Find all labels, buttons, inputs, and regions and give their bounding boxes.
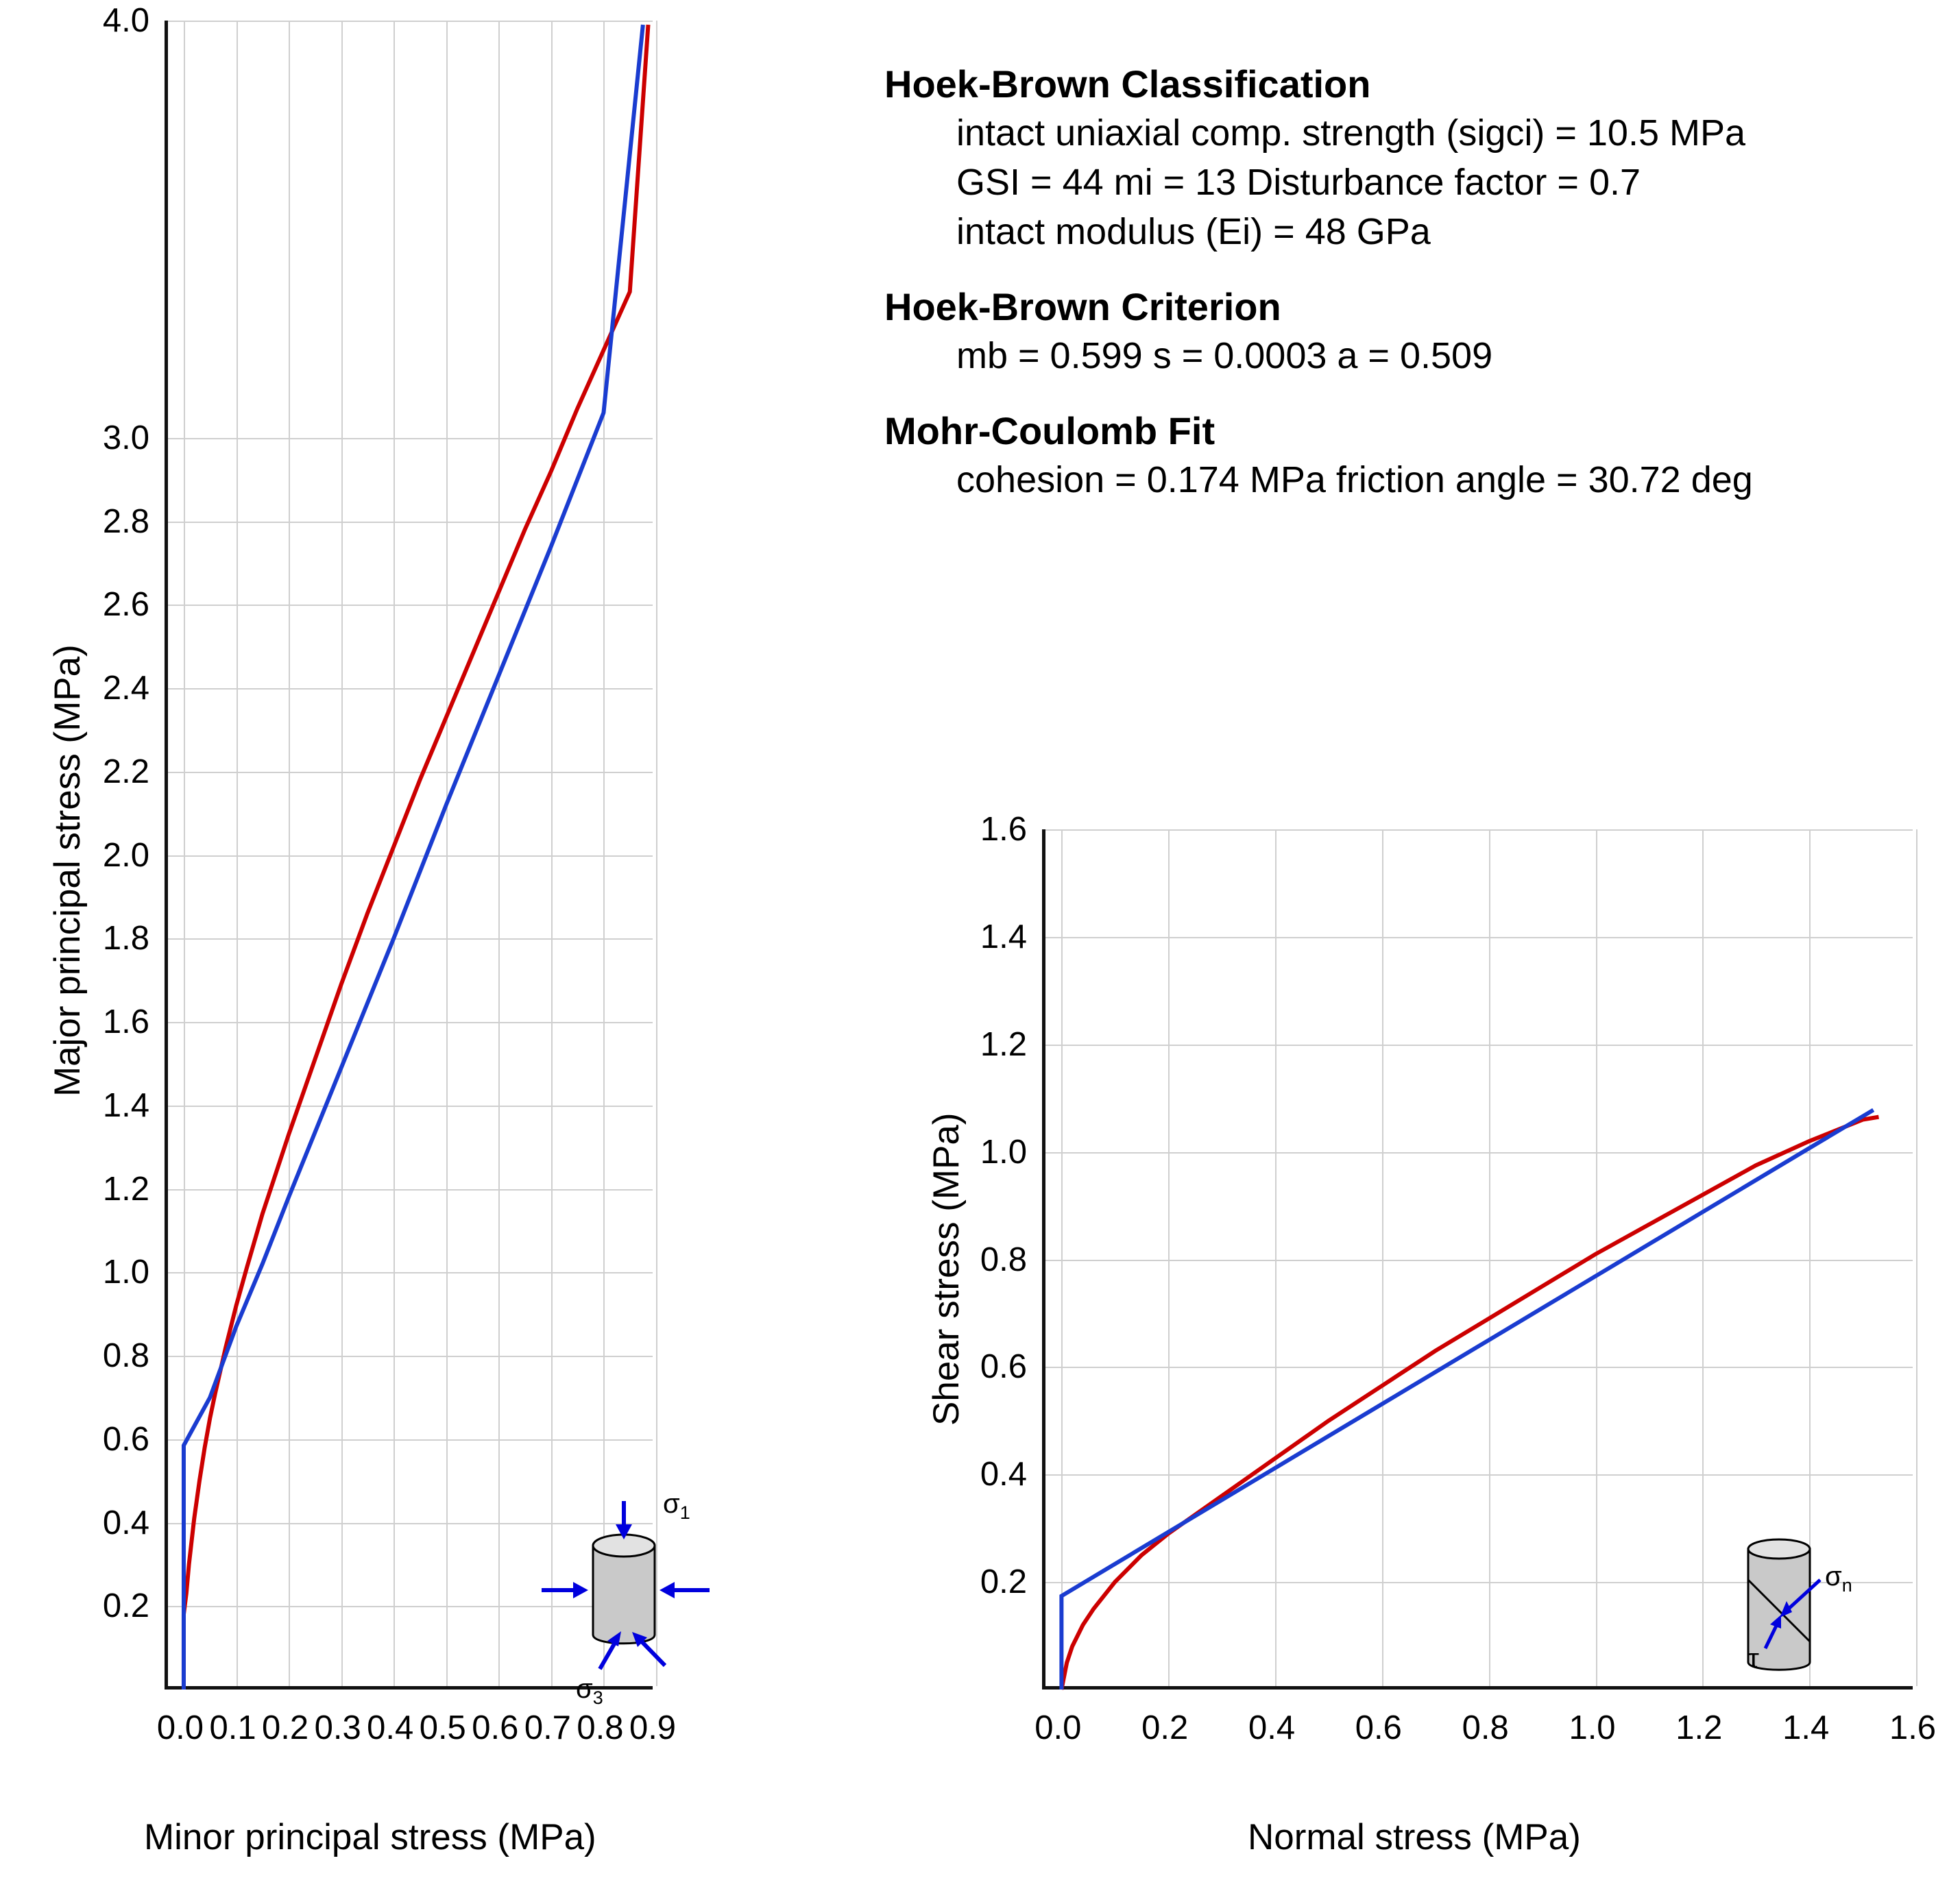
plot-area-principal xyxy=(165,21,653,1690)
x-tick-label: 0.2 xyxy=(1141,1709,1189,1746)
y-tick-label: 1.2 xyxy=(102,1170,149,1208)
y-tick-label: 3.0 xyxy=(102,419,149,456)
tau-label: τ xyxy=(1748,1644,1759,1674)
spacer xyxy=(884,260,1913,284)
y-tick-label: 0.8 xyxy=(980,1241,1027,1278)
section-line: mb = 0.599 s = 0.0003 a = 0.509 xyxy=(956,335,1493,376)
specimen-sketch-triaxial xyxy=(528,1489,761,1708)
y-tick-label: 1.8 xyxy=(102,920,149,958)
y-tick-label: 1.6 xyxy=(980,811,1027,848)
section-line: cohesion = 0.174 MPa friction angle = 30.72 deg xyxy=(956,459,1753,500)
x-tick-label: 0.6 xyxy=(1355,1709,1402,1746)
gridline-vertical xyxy=(656,21,657,1686)
sigma1-label: $\sigma_1$ xyxy=(663,1489,690,1523)
y-tick-label: 0.4 xyxy=(102,1504,149,1541)
y-tick-label: 0.2 xyxy=(102,1587,149,1625)
x-tick-label: 0.0 xyxy=(1035,1709,1082,1746)
y-tick-label: 1.0 xyxy=(102,1254,149,1291)
y-axis-title-principal: Major principal stress (MPa) xyxy=(47,644,88,1097)
x-tick-label: 0.4 xyxy=(367,1709,414,1746)
y-tick-label: 2.2 xyxy=(102,753,149,790)
y-tick-label: 2.4 xyxy=(102,670,149,707)
x-tick-label: 0.8 xyxy=(1462,1709,1509,1746)
x-tick-label: 0.0 xyxy=(156,1709,204,1746)
x-tick-label: 0.8 xyxy=(577,1709,624,1746)
section-hoek-brown-criterion xyxy=(884,284,1913,377)
section-heading: Hoek-Brown Criterion xyxy=(884,285,1281,328)
section-mohr-coulomb-fit xyxy=(884,409,1913,501)
x-tick-label: 1.2 xyxy=(1675,1709,1723,1746)
x-axis-title-principal: Minor principal stress (MPa) xyxy=(144,1817,596,1857)
y-tick-label: 0.4 xyxy=(980,1456,1027,1493)
x-tick-label: 0.4 xyxy=(1248,1709,1296,1746)
section-line: intact uniaxial comp. strength (sigci) = 10.5 MPa xyxy=(956,112,1746,154)
y-tick-label: 0.6 xyxy=(980,1348,1027,1386)
y-tick-label: 1.4 xyxy=(102,1086,149,1124)
x-tick-label: 0.9 xyxy=(629,1709,677,1746)
y-tick-label: 2.6 xyxy=(102,586,149,624)
y-tick-label: 1.0 xyxy=(980,1133,1027,1171)
x-tick-label: 0.2 xyxy=(262,1709,309,1746)
y-tick-label: 1.2 xyxy=(980,1025,1027,1063)
x-tick-label: 1.6 xyxy=(1889,1709,1937,1746)
triaxial-specimen-icon xyxy=(528,1494,761,1707)
section-hoek-brown-classification xyxy=(884,62,1913,253)
sigma-n-label: $\sigma_n$ xyxy=(1825,1561,1852,1596)
y-tick-label: 2.8 xyxy=(102,502,149,540)
data-series-line xyxy=(184,25,643,1690)
section-heading: Mohr-Coulomb Fit xyxy=(884,409,1215,452)
y-tick-label: 4.0 xyxy=(102,2,149,39)
curve-layer xyxy=(168,21,656,1690)
data-series-line xyxy=(184,25,649,1690)
spacer xyxy=(884,384,1913,409)
x-tick-label: 0.1 xyxy=(209,1709,256,1746)
section-heading: Hoek-Brown Classification xyxy=(884,62,1371,106)
section-line: intact modulus (Ei) = 48 GPa xyxy=(956,211,1431,252)
shear-specimen-icon xyxy=(1734,1528,1940,1693)
x-tick-label: 0.7 xyxy=(524,1709,571,1746)
parameters-panel xyxy=(884,62,1913,508)
x-tick-label: 0.3 xyxy=(314,1709,361,1746)
y-tick-label: 1.6 xyxy=(102,1003,149,1040)
x-tick-label: 1.4 xyxy=(1782,1709,1830,1746)
y-tick-label: 0.2 xyxy=(980,1563,1027,1601)
x-axis-title-mohr: Normal stress (MPa) xyxy=(1248,1817,1581,1857)
y-tick-label: 0.6 xyxy=(102,1420,149,1458)
y-tick-label: 1.4 xyxy=(980,918,1027,955)
section-line: GSI = 44 mi = 13 Disturbance factor = 0.7 xyxy=(956,162,1641,203)
x-tick-label: 1.0 xyxy=(1569,1709,1616,1746)
y-tick-label: 2.0 xyxy=(102,836,149,874)
x-tick-label: 0.6 xyxy=(472,1709,519,1746)
sigma3-label: $\sigma_3$ xyxy=(576,1674,603,1708)
y-tick-label: 0.8 xyxy=(102,1337,149,1374)
specimen-sketch-shear xyxy=(1734,1528,1940,1693)
x-tick-label: 0.5 xyxy=(419,1709,466,1746)
y-axis-title-mohr: Shear stress (MPa) xyxy=(926,1112,967,1426)
